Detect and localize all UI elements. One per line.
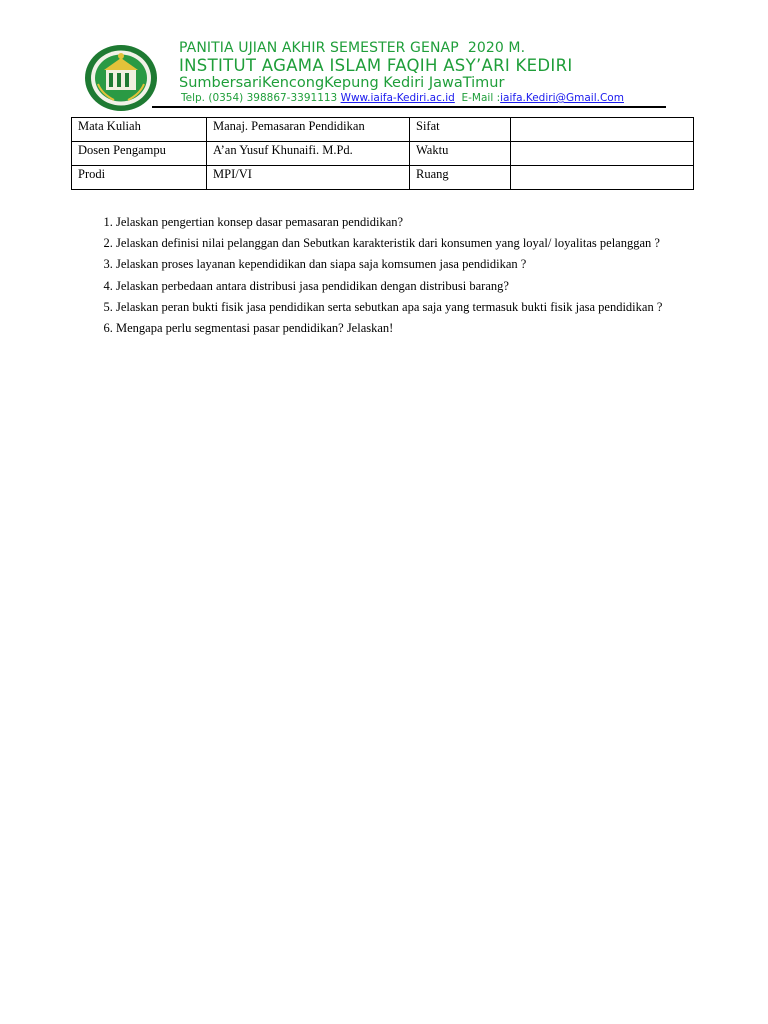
- letterhead: [0, 0, 768, 110]
- table-cell: Dosen Pengampu: [72, 142, 207, 166]
- table-row: [72, 142, 694, 166]
- table-cell: MPI/VI: [207, 166, 410, 190]
- email-label: E-Mail :: [454, 92, 501, 104]
- committee-title: PANITIA UJIAN AKHIR SEMESTER GENAP 2020 M.: [179, 40, 526, 56]
- question-list: [70, 212, 736, 339]
- table-cell: [511, 166, 694, 190]
- header-divider: [152, 106, 666, 108]
- exam-info-table: [71, 117, 694, 190]
- question-item: 5. Jelaskan peran bukti fisik jasa pendidikan serta sebutkan apa saja yang termasuk bukti fisik jasa pendidikan ?: [116, 297, 736, 318]
- institute-address: SumbersariKencongKepung Kediri JawaTimur: [179, 75, 505, 91]
- question-item: 2. Jelaskan definisi nilai pelanggan dan Sebutkan karakteristik dari konsumen yang loyal/ loyalitas pelanggan ?: [116, 233, 736, 254]
- email-link[interactable]: iaifa.Kediri@Gmail.Com: [500, 92, 624, 104]
- table-cell: Prodi: [72, 166, 207, 190]
- contact-line: [181, 92, 624, 104]
- table-cell: [511, 142, 694, 166]
- table-cell: [511, 118, 694, 142]
- phone-text: Telp. (0354) 398867-3391113: [181, 92, 341, 104]
- table-cell: Manaj. Pemasaran Pendidikan: [207, 118, 410, 142]
- table-row: [72, 166, 694, 190]
- question-item: 4. Jelaskan perbedaan antara distribusi jasa pendidikan dengan distribusi barang?: [116, 276, 736, 297]
- table-cell: Waktu: [410, 142, 511, 166]
- question-item: 6. Mengapa perlu segmentasi pasar pendidikan? Jelaskan!: [116, 318, 736, 339]
- institute-name: INSTITUT AGAMA ISLAM FAQIH ASY’ARI KEDIRI: [179, 56, 573, 75]
- table-cell: Ruang: [410, 166, 511, 190]
- website-link[interactable]: Www.iaifa-Kediri.ac.id: [340, 92, 455, 104]
- table-row: [72, 118, 694, 142]
- institute-logo: [84, 44, 158, 112]
- table-cell: A’an Yusuf Khunaifi. M.Pd.: [207, 142, 410, 166]
- question-item: 3. Jelaskan proses layanan kependidikan dan siapa saja komsumen jasa pendidikan ?: [116, 254, 736, 275]
- question-item: 1. Jelaskan pengertian konsep dasar pemasaran pendidikan?: [116, 212, 736, 233]
- table-cell: Mata Kuliah: [72, 118, 207, 142]
- table-cell: Sifat: [410, 118, 511, 142]
